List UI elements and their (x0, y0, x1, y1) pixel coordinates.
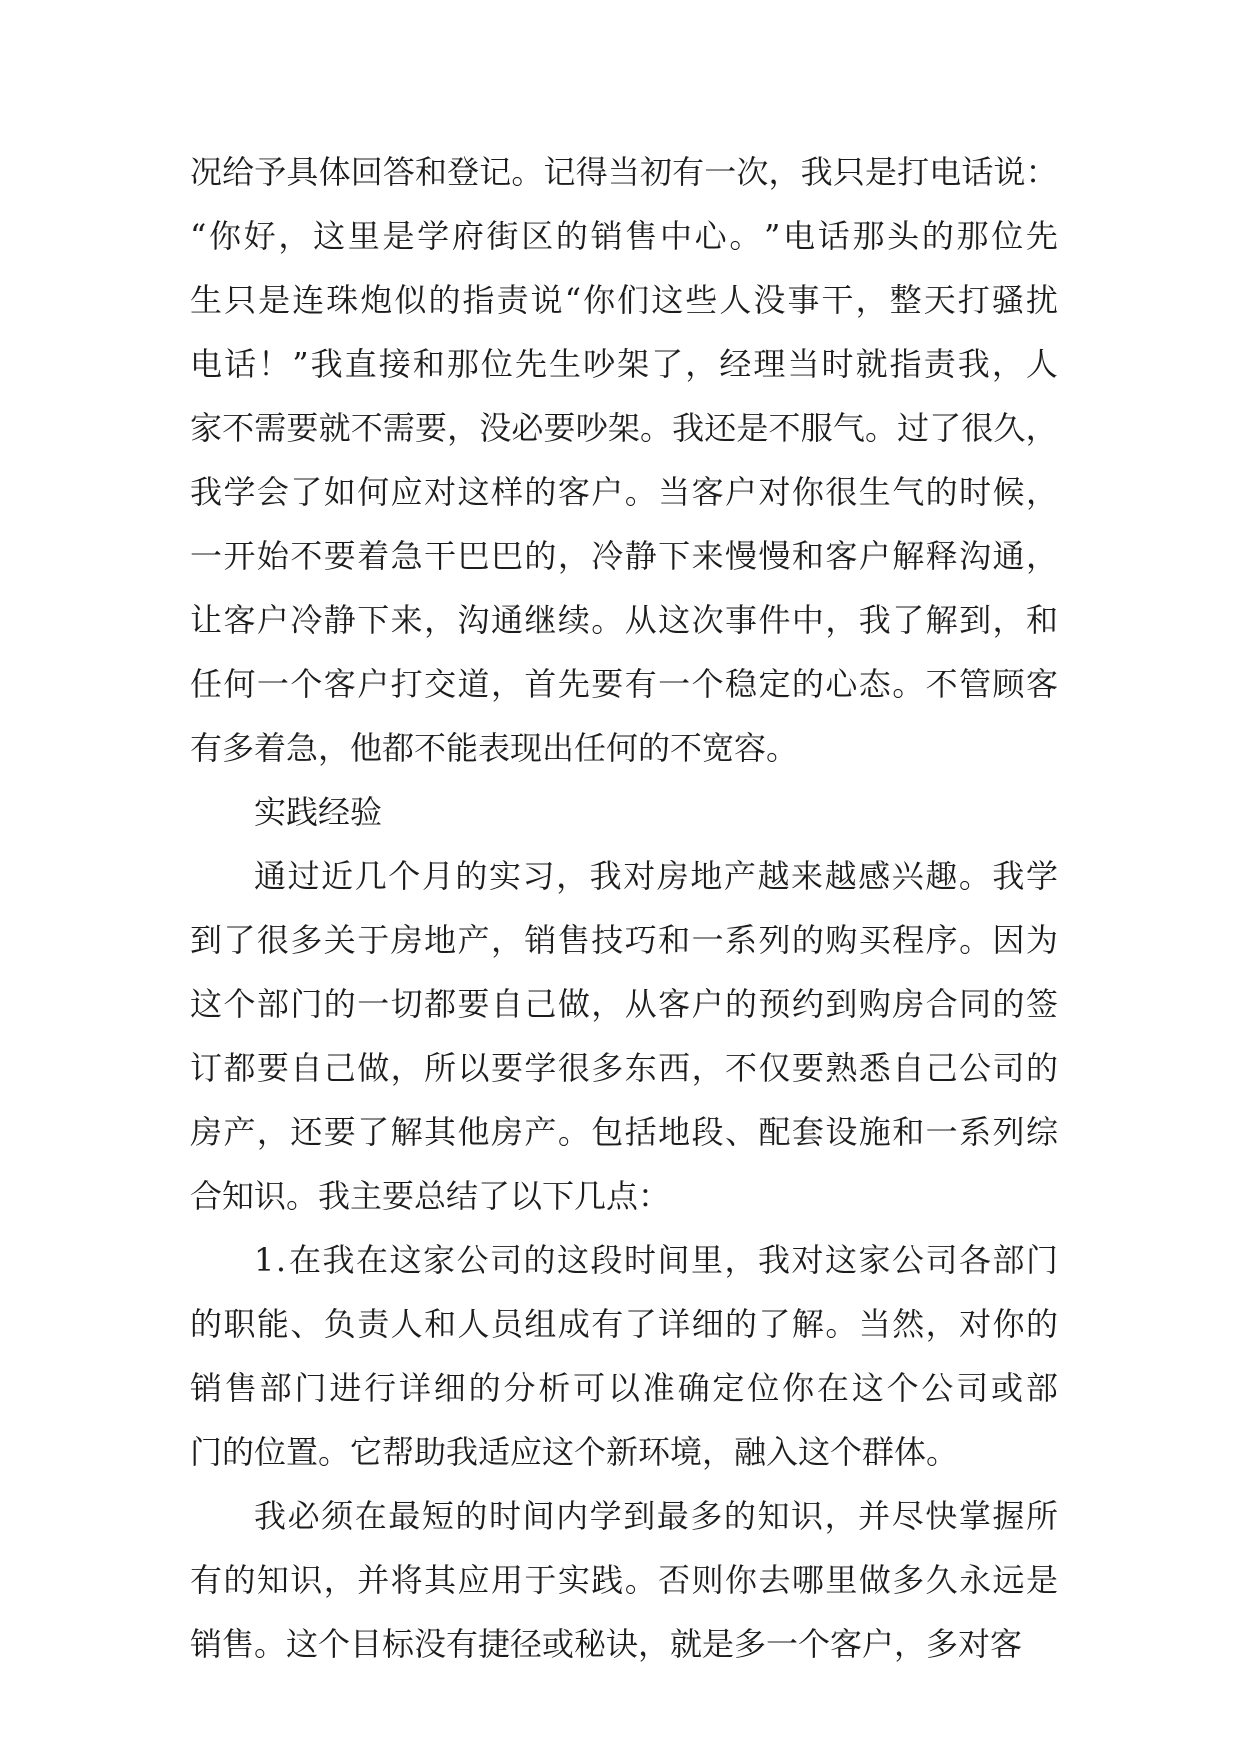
text-line: 让 客 户 冷 静 下 来 ， 沟 通 继 续 。 从 这 次 事 件 中 ， 我 了 解 到 ， 和 (190, 601, 1058, 639)
document-page (190, 140, 1058, 1676)
text-line: 实践经验 (254, 793, 383, 831)
text-line: 门的位置。它帮助我适应这个新环境，融入这个群体。 (190, 1433, 959, 1471)
text-line: 我 学 会 了 如 何 应 对 这 样 的 客 户 。 当 客 户 对 你 很 生 气 的 时 候 ， (190, 473, 1058, 511)
text-line: 任 何 一 个 客 户 打 交 道 ， 首 先 要 有 一 个 稳 定 的 心 态 。 不 管 顾 客 (190, 665, 1058, 703)
text-line: 我 必 须 在 最 短 的 时 间 内 学 到 最 多 的 知 识 ， 并 尽 快 掌 握 所 (254, 1497, 1058, 1535)
text-line: 合知识。我主要总结了以下几点： (190, 1177, 671, 1215)
paragraph-point-1 (190, 1228, 1058, 1484)
text-line: 订 都 要 自 己 做 ， 所 以 要 学 很 多 东 西 ， 不 仅 要 熟 悉 自 己 公 司 的 (190, 1049, 1058, 1087)
text-line: 1 . 在 我 在 这 家 公 司 的 这 段 时 间 里 ， 我 对 这 家 公 司 各 部 门 (254, 1241, 1058, 1279)
text-line: 房 产 ， 还 要 了 解 其 他 房 产 。 包 括 地 段 、 配 套 设 施 和 一 系 列 综 (190, 1113, 1058, 1151)
text-line: 一 开 始 不 要 着 急 干 巴 巴 的 ， 冷 静 下 来 慢 慢 和 客 户 解 释 沟 通 ， (190, 537, 1058, 575)
text-line: 通 过 近 几 个 月 的 实 习 ， 我 对 房 地 产 越 来 越 感 兴 趣 。 我 学 (254, 857, 1058, 895)
text-line: 有多着急，他都不能表现出任何的不宽容。 (190, 729, 799, 767)
paragraph-learning (190, 1484, 1058, 1676)
paragraph-practice-experience (190, 844, 1058, 1228)
text-line: 家 不 需 要 就 不 需 要 ， 没 必 要 吵 架 。 我 还 是 不 服 气 。 过 了 很 久 ， (190, 409, 1058, 447)
text-line: 这 个 部 门 的 一 切 都 要 自 己 做 ， 从 客 户 的 预 约 到 购 房 合 同 的 签 (190, 985, 1058, 1023)
text-line: 的 职 能 、 负 责 人 和 人 员 组 成 有 了 详 细 的 了 解 。 当 然 ， 对 你 的 (190, 1305, 1058, 1343)
text-line: “ 你 好 ， 这 里 是 学 府 街 区 的 销 售 中 心 。 ” 电 话 那 头 的 那 位 先 (190, 217, 1058, 255)
text-line: 电 话 ！ ” 我 直 接 和 那 位 先 生 吵 架 了 ， 经 理 当 时 就 指 责 我 ， 人 (190, 345, 1058, 383)
text-line: 销 售 部 门 进 行 详 细 的 分 析 可 以 准 确 定 位 你 在 这 个 公 司 或 部 (190, 1369, 1058, 1407)
text-line: 到 了 很 多 关 于 房 地 产 ， 销 售 技 巧 和 一 系 列 的 购 买 程 序 。 因 为 (190, 921, 1058, 959)
paragraph-intro-continued (190, 140, 1058, 780)
paragraph-section-heading (190, 780, 1058, 844)
text-line: 况 给 予 具 体 回 答 和 登 记 。 记 得 当 初 有 一 次 ， 我 只 是 打 电 话 说 ： (190, 153, 1058, 191)
text-line: 生 只 是 连 珠 炮 似 的 指 责 说 “ 你 们 这 些 人 没 事 干 ， 整 天 打 骚 扰 (190, 281, 1058, 319)
text-line: 销售。这个目标没有捷径或秘诀，就是多一个客户，多对客 (190, 1625, 1023, 1663)
text-line: 有 的 知 识 ， 并 将 其 应 用 于 实 践 。 否 则 你 去 哪 里 做 多 久 永 远 是 (190, 1561, 1058, 1599)
